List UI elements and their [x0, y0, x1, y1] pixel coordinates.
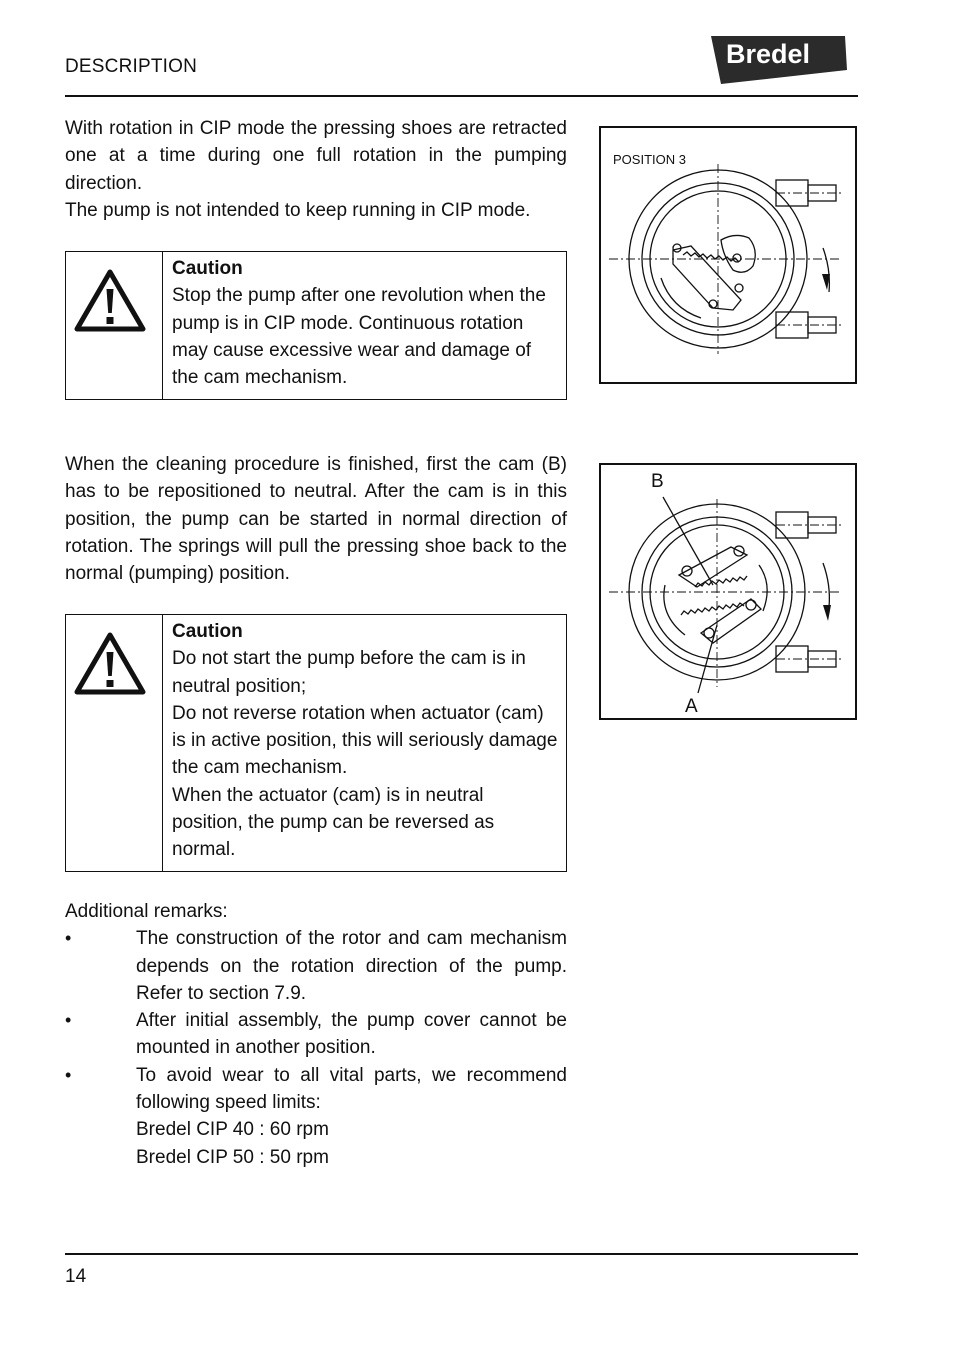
- intro-line-2: The pump is not intended to keep running in CIP mode.: [65, 199, 531, 221]
- brand-name: Bredel: [726, 39, 811, 69]
- intro-line-1: With rotation in CIP mode the pressing shoes are retracted one at a time during one full rotation in the pumping direction.: [65, 118, 567, 194]
- warning-triangle-icon: [74, 631, 146, 697]
- remarks-heading: Additional remarks:: [65, 901, 228, 922]
- remark-text-3: To avoid wear to all vital parts, we recommend following speed limits:: [136, 1064, 567, 1114]
- list-item: [65, 1007, 567, 1062]
- section-title: DESCRIPTION: [65, 56, 198, 77]
- speed-limit-cip50: Bredel CIP 50 : 50 rpm: [136, 1146, 329, 1168]
- remark-text-1: The construction of the rotor and cam mechanism depends on the rotation direction of the pump. Refer to section 7.9.: [136, 928, 567, 1004]
- footer-rule: [65, 1253, 858, 1255]
- speed-limit-cip40: Bredel CIP 40 : 60 rpm: [136, 1119, 329, 1141]
- caution-title-1: Caution: [172, 258, 243, 279]
- bullet-marker: •: [65, 1010, 72, 1031]
- pump-diagram-1: [601, 128, 855, 382]
- figure-cam-neutral: [599, 463, 857, 720]
- cleaning-paragraph: When the cleaning procedure is finished, first the cam (B) has to be repositioned to neutral. After the cam is in this position, the pump can be started in normal direction of rotation. The springs will pull the pressing shoe back to the normal (pumping) position.: [65, 454, 567, 585]
- pump-diagram-2: [601, 465, 855, 718]
- list-item: [65, 925, 567, 1007]
- caution-box-2: [65, 614, 567, 872]
- figure-position-3: [599, 126, 857, 384]
- header-rule: [65, 95, 858, 97]
- page-number: 14: [65, 1266, 87, 1287]
- caution-title-2: Caution: [172, 621, 243, 642]
- caution-body-1: Stop the pump after one revolution when the pump is in CIP mode. Continuous rotation may cause excessive wear and damage of the cam mechanism.: [172, 285, 546, 389]
- bullet-marker: •: [65, 928, 72, 949]
- list-item: [65, 1062, 567, 1171]
- bullet-marker: •: [65, 1064, 72, 1085]
- figure-label-b: B: [651, 471, 664, 492]
- bredel-logo: [709, 34, 849, 86]
- warning-triangle-icon: [74, 268, 146, 334]
- remark-text-2: After initial assembly, the pump cover cannot be mounted in another position.: [136, 1010, 567, 1059]
- caution-line-2: Do not reverse rotation when actuator (cam) is in active position, this will seriously damage the cam mechanism.: [172, 702, 558, 779]
- additional-remarks: [65, 898, 567, 1171]
- intro-paragraph: [65, 115, 567, 224]
- caution-box-1: [65, 251, 567, 400]
- caution-line-3: When the actuator (cam) is in neutral position, the pump can be reversed as normal.: [172, 784, 495, 861]
- figure-label-position: POSITION 3: [613, 152, 686, 167]
- caution-line-1: Do not start the pump before the cam is in neutral position;: [172, 648, 526, 697]
- figure-label-a: A: [685, 696, 698, 717]
